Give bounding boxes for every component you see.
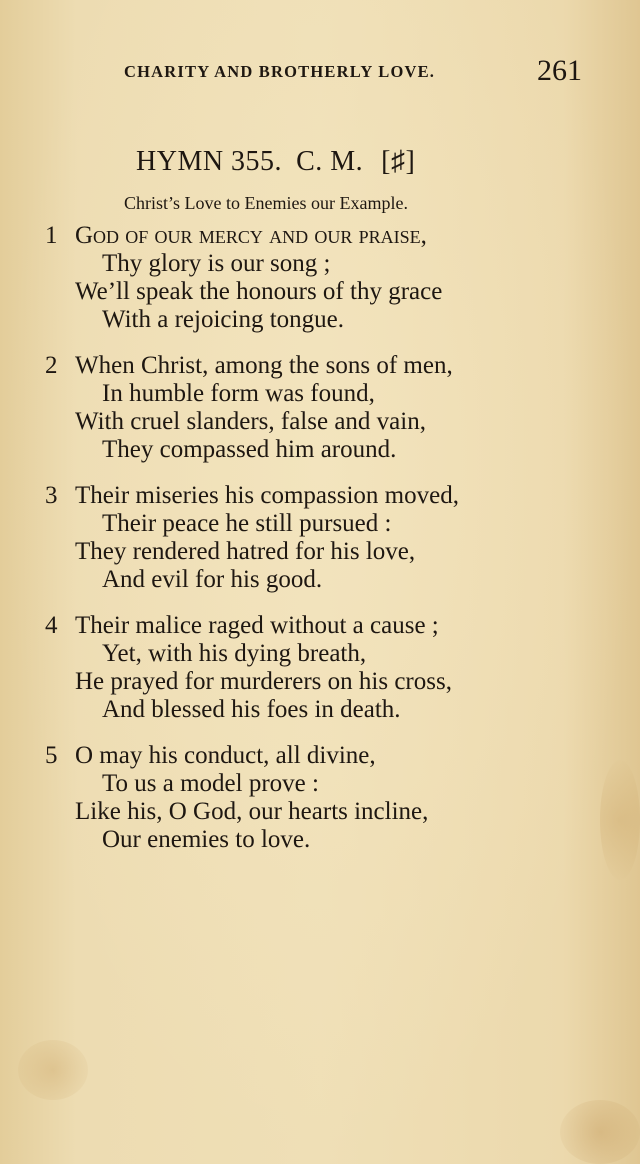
stanza <box>0 222 640 334</box>
verse-line: To us a model prove : <box>102 770 319 797</box>
hymn-meter: C. M. <box>296 146 364 177</box>
stanza <box>0 742 640 854</box>
verse-line: We’ll speak the honours of thy grace <box>75 278 443 305</box>
hymn-heading <box>136 146 415 178</box>
verse-line: Thy glory is our song ; <box>102 250 331 277</box>
verse-line: They compassed him around. <box>102 436 397 463</box>
verse-line: Yet, with his dying breath, <box>102 640 367 667</box>
verse-line: God of our mercy and our praise, <box>75 222 427 249</box>
verse-line: Their miseries his compassion moved, <box>75 482 459 509</box>
stanza-number: 2 <box>45 352 58 379</box>
stanza-number: 3 <box>45 482 58 509</box>
hymn-label: HYMN 355. <box>136 146 283 177</box>
tune-marker: [♯] <box>381 146 416 177</box>
hymn-subtitle: Christ’s Love to Enemies our Example. <box>124 193 408 213</box>
verse-line: With cruel slanders, false and vain, <box>75 408 426 435</box>
stanza <box>0 612 640 724</box>
verse-line: Our enemies to love. <box>102 826 311 853</box>
verse-line: Their malice raged without a cause ; <box>75 612 439 639</box>
verse-line: And blessed his foes in death. <box>102 696 401 723</box>
stanza <box>0 482 640 594</box>
stanza-number: 5 <box>45 742 58 769</box>
verse-line: When Christ, among the sons of men, <box>75 352 453 379</box>
verse-line: With a rejoicing tongue. <box>102 306 344 333</box>
running-title: CHARITY AND BROTHERLY LOVE. <box>124 62 436 81</box>
verse-line: In humble form was found, <box>102 380 375 407</box>
page-number: 261 <box>537 54 582 87</box>
verse-line: Like his, O God, our hearts incline, <box>75 798 429 825</box>
stanza-list <box>0 222 640 872</box>
verse-line: They rendered hatred for his love, <box>75 538 416 565</box>
verse-line: Their peace he still pursued : <box>102 510 392 537</box>
paper-stain <box>560 1100 640 1164</box>
verse-line: And evil for his good. <box>102 566 323 593</box>
verse-line: O may his conduct, all divine, <box>75 742 376 769</box>
stanza-number: 1 <box>45 222 58 249</box>
paper-stain <box>18 1040 88 1100</box>
stanza <box>0 352 640 464</box>
verse-line: He prayed for murderers on his cross, <box>75 668 452 695</box>
stanza-number: 4 <box>45 612 58 639</box>
